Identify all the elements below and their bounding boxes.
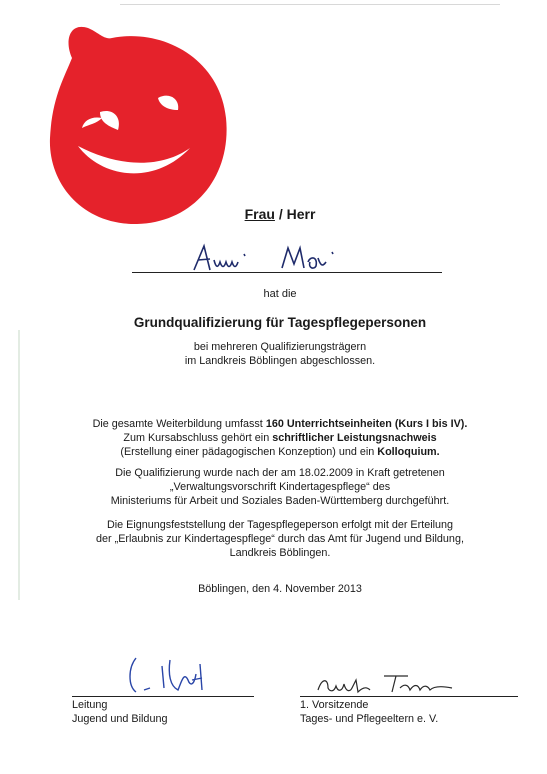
- paragraph-training: [60, 417, 500, 459]
- paragraph-line: im Landkreis Böblingen abgeschlossen.: [184, 355, 376, 367]
- red-smiley-logo-icon: [42, 18, 230, 228]
- paragraph-line: Die Qualifizierung wurde nach der am 18.02.2009 in Kraft getretenen: [115, 467, 445, 479]
- signatory-left: [72, 698, 167, 726]
- paragraph-line: (Erstellung einer pädagogischen Konzeption) und ein Kolloquium.: [120, 446, 440, 458]
- qualification-title: Grundqualifizierung für Tagespflegepersonen: [133, 315, 427, 330]
- name-line: [132, 272, 442, 273]
- paragraph-line: der „Erlaubnis zur Kindertagespflege“ durch das Amt für Jugend und Bildung,: [96, 533, 464, 545]
- signatory-title: 1. Vorsitzende: [300, 699, 369, 711]
- paragraph-regulation: [60, 466, 500, 508]
- issue-date: Böblingen, den 4. November 2013: [198, 583, 362, 595]
- paragraph-eligibility: [60, 518, 500, 560]
- salutation: [60, 206, 500, 222]
- salutation-herr: / Herr: [274, 206, 316, 222]
- paragraph-line: Die Eignungsfeststellung der Tagespflegeperson erfolgt mit der Erteilung: [106, 519, 454, 531]
- signatory-right: [300, 698, 438, 726]
- paragraph-line: Zum Kursabschluss gehört ein schriftlicher Leistungsnachweis: [123, 432, 437, 444]
- signatory-dept: Jugend und Bildung: [72, 713, 168, 725]
- signature-line-right: [300, 696, 518, 697]
- salutation-frau: Frau: [244, 206, 275, 222]
- paragraph-line: bei mehreren Qualifizierungsträgern: [193, 341, 367, 353]
- paragraph-providers: [60, 340, 500, 368]
- signatory-org: Tages- und Pflegeeltern e. V.: [300, 713, 439, 725]
- scan-edge-shadow: [18, 330, 20, 600]
- signatory-title: Leitung: [72, 699, 108, 711]
- paragraph-line: „Verwaltungsvorschrift Kindertagespflege“ des: [169, 481, 391, 493]
- signature-right: [312, 670, 462, 698]
- recipient-name-signature: [186, 240, 356, 276]
- paragraph-line: Landkreis Böblingen.: [229, 547, 331, 559]
- signature-line-left: [72, 696, 254, 697]
- paragraph-line: Die gesamte Weiterbildung umfasst 160 Unterrichtseinheiten (Kurs I bis IV).: [92, 418, 468, 430]
- signature-left: [122, 650, 212, 696]
- paragraph-line: Ministeriums für Arbeit und Soziales Baden-Württemberg durchgeführt.: [110, 495, 450, 507]
- top-rule: [120, 4, 500, 5]
- hat-die-text: hat die: [263, 288, 297, 300]
